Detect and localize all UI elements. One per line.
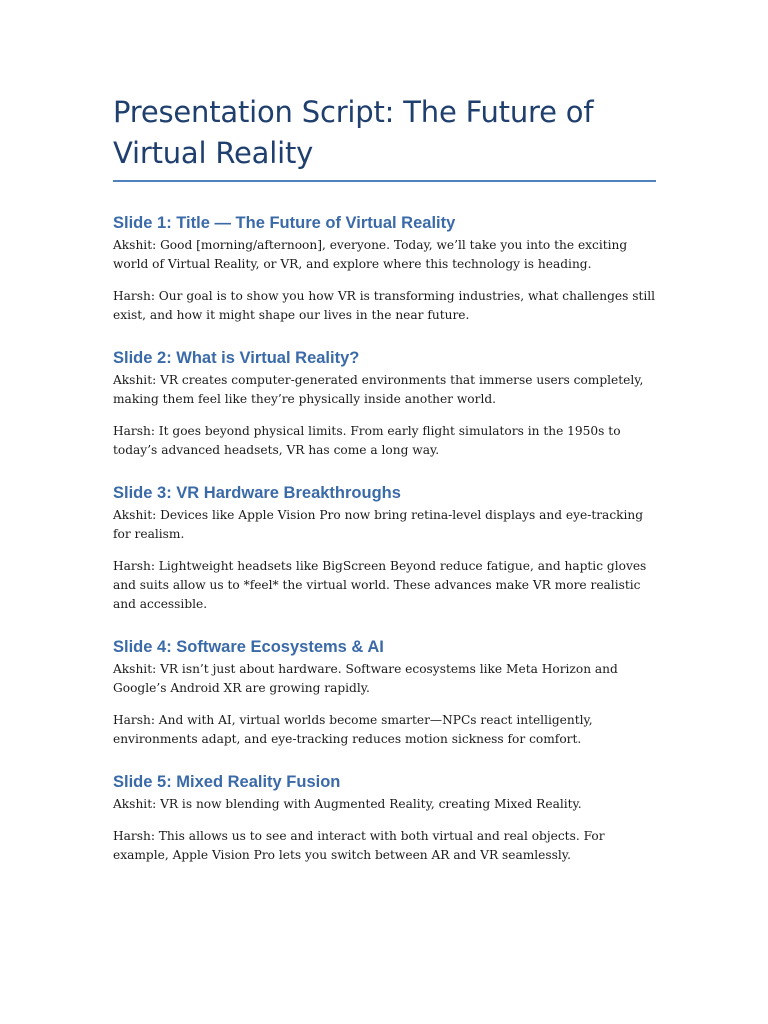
script-paragraph: Akshit: VR is now blending with Augmented Reality, creating Mixed Reality. [113,797,582,811]
slide-section-2 [113,347,656,460]
script-paragraph: Akshit: VR creates computer-generated environments that immerse users completely, making them feel like they’re physically inside another world. [113,373,644,406]
script-paragraph: Akshit: Good [morning/afternoon], everyone. Today, we’ll take you into the exciting world of Virtual Reality, or VR, and explore where this technology is heading. [113,238,628,271]
slide-heading: Slide 4: Software Ecosystems & AI [113,638,384,656]
slide-heading: Slide 3: VR Hardware Breakthroughs [113,484,401,502]
script-paragraph: Harsh: This allows us to see and interact with both virtual and real objects. For example, Apple Vision Pro lets you switch between AR and VR seamlessly. [113,829,605,862]
script-paragraph: Harsh: Our goal is to show you how VR is transforming industries, what challenges still exist, and how it might shape our lives in the near future. [113,289,656,322]
slide-heading: Slide 2: What is Virtual Reality? [113,349,360,367]
slide-heading: Slide 1: Title — The Future of Virtual Reality [113,214,456,232]
script-paragraph: Harsh: Lightweight headsets like BigScreen Beyond reduce fatigue, and haptic gloves and suits allow us to *feel* the virtual world. These advances make VR more realistic and accessible. [113,559,647,611]
document-page [113,92,656,887]
slide-section-4 [113,636,656,749]
document-title: Presentation Script: The Future of Virtual Reality [113,95,594,170]
title-divider [113,180,656,182]
script-paragraph: Akshit: Devices like Apple Vision Pro now bring retina-level displays and eye-tracking for realism. [113,508,644,541]
script-paragraph: Harsh: And with AI, virtual worlds become smarter—NPCs react intelligently, environments adapt, and eye-tracking reduces motion sickness for comfort. [113,713,593,746]
slide-section-5 [113,771,656,865]
slide-section-3 [113,482,656,614]
slide-heading: Slide 5: Mixed Reality Fusion [113,773,341,791]
script-paragraph: Harsh: It goes beyond physical limits. From early flight simulators in the 1950s to today’s advanced headsets, VR has come a long way. [113,424,621,457]
script-paragraph: Akshit: VR isn’t just about hardware. Software ecosystems like Meta Horizon and Google’s Android XR are growing rapidly. [113,662,618,695]
slide-section-1 [113,212,656,325]
